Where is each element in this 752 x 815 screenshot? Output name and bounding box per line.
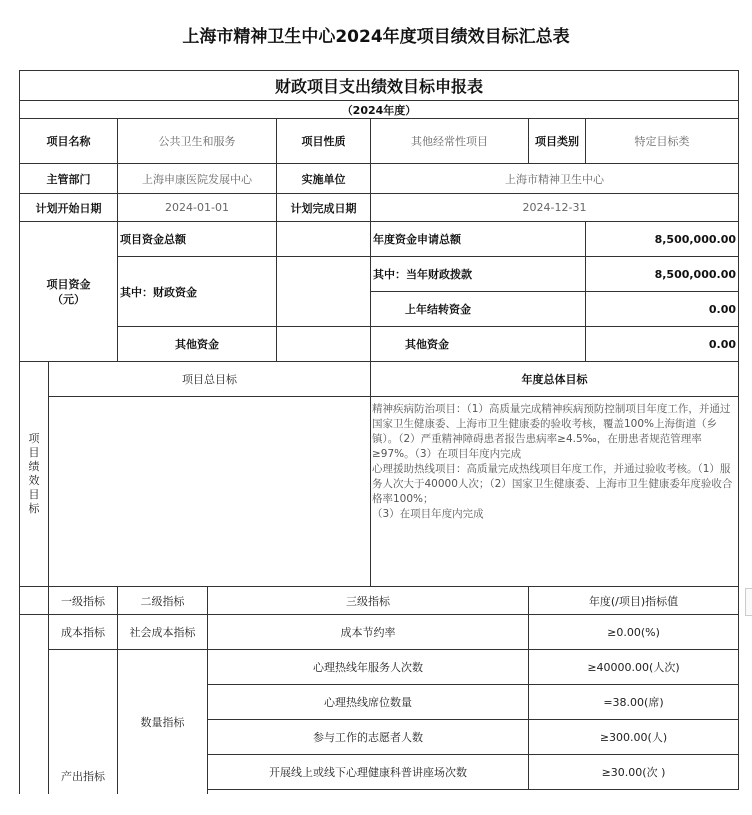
table-title: 财政项目支出绩效目标申报表 bbox=[19, 70, 739, 101]
scroll-handle[interactable] bbox=[745, 588, 752, 616]
header-level3: 三级指标 bbox=[207, 586, 529, 615]
project-name-value: 公共卫生和服务 bbox=[117, 118, 277, 164]
output-level3: 心理热线年服务人次数 bbox=[207, 649, 529, 685]
total-funds-label: 项目资金总额 bbox=[117, 221, 277, 257]
header-level1: 一级指标 bbox=[48, 586, 118, 615]
cost-level2: 社会成本指标 bbox=[117, 614, 208, 650]
annual-total-value: 8,500,000.00 bbox=[585, 221, 739, 257]
output-value: =38.00(席) bbox=[528, 684, 739, 720]
output-level3: 心理热线席位数量 bbox=[207, 684, 529, 720]
start-date-value: 2024-01-01 bbox=[117, 193, 277, 222]
annual-goal-text bbox=[372, 402, 736, 522]
cost-value: ≥0.00(%) bbox=[528, 614, 739, 650]
carryover-label: 上年结转资金 bbox=[370, 291, 586, 327]
total-funds-value bbox=[276, 221, 371, 257]
project-nature-label: 项目性质 bbox=[276, 118, 371, 164]
cost-level1: 成本指标 bbox=[48, 614, 118, 650]
header-value: 年度(/项目)指标值 bbox=[528, 586, 739, 615]
overall-goal-header: 项目总目标 bbox=[48, 361, 371, 397]
fiscal-funds-value bbox=[276, 256, 371, 327]
cost-level3: 成本节约率 bbox=[207, 614, 529, 650]
carryover-value: 0.00 bbox=[585, 291, 739, 327]
current-appropriation-value: 8,500,000.00 bbox=[585, 256, 739, 292]
dept-label: 主管部门 bbox=[19, 163, 118, 194]
end-date-label: 计划完成日期 bbox=[276, 193, 371, 222]
project-category-value: 特定目标类 bbox=[585, 118, 739, 164]
funds-label: 项目资金 （元） bbox=[19, 221, 118, 362]
table-year: （2024年度） bbox=[19, 100, 739, 119]
annual-goal-line: 精神疾病防治项目：（1）高质量完成精神疾病预防控制项目年度工作，并通过国家卫生健康委、上海市卫生健康委的验收考核，覆盖100%上海街道（乡镇）。（2）严重精神障碍患者报告患病率≥4.5‰，在册患者规范管理率≥97%。（3）在项目年度内完成 bbox=[372, 403, 731, 460]
annual-goal-line: （3）在项目年度内完成 bbox=[372, 508, 484, 520]
output-value: ≥30.00(次 ) bbox=[528, 754, 739, 790]
dept-value: 上海申康医院发展中心 bbox=[117, 163, 277, 194]
overall-goal-content bbox=[48, 396, 371, 587]
blank-cell bbox=[19, 614, 49, 794]
other-funds-value bbox=[276, 326, 371, 362]
project-name-label: 项目名称 bbox=[19, 118, 118, 164]
start-date-label: 计划开始日期 bbox=[19, 193, 118, 222]
output-value: ≥40000.00(人次) bbox=[528, 649, 739, 685]
unit-label: 实施单位 bbox=[276, 163, 371, 194]
annual-goal-header: 年度总体目标 bbox=[370, 361, 739, 397]
header-level2: 二级指标 bbox=[117, 586, 208, 615]
blank-cell bbox=[19, 586, 49, 615]
document-title: 上海市精神卫生中心2024年度项目绩效目标汇总表 bbox=[182, 27, 570, 47]
annual-goal-line: 心理援助热线项目：高质量完成热线项目年度工作，并通过验收考核。（1）服务人次大于40000人次；（2）国家卫生健康委、上海市卫生健康委年度验收合格率100%； bbox=[372, 463, 733, 505]
performance-goals-label: 项目绩效目标 bbox=[19, 361, 49, 587]
annual-other-label: 其他资金 bbox=[370, 326, 586, 362]
output-level1: 产出指标 bbox=[48, 649, 118, 794]
project-nature-value: 其他经常性项目 bbox=[370, 118, 529, 164]
fiscal-funds-label: 其中：财政资金 bbox=[117, 256, 277, 327]
output-level3: 参与工作的志愿者人数 bbox=[207, 719, 529, 755]
annual-other-value: 0.00 bbox=[585, 326, 739, 362]
end-date-value: 2024-12-31 bbox=[370, 193, 739, 222]
output-level3: 开展线上或线下心理健康科普讲座场次数 bbox=[207, 754, 529, 790]
unit-value: 上海市精神卫生中心 bbox=[370, 163, 739, 194]
current-appropriation-label: 其中：当年财政拨款 bbox=[370, 256, 586, 292]
output-value: ≥300.00(人) bbox=[528, 719, 739, 755]
project-category-label: 项目类别 bbox=[528, 118, 586, 164]
other-funds-label: 其他资金 bbox=[117, 326, 277, 362]
output-level2: 数量指标 bbox=[117, 649, 208, 794]
annual-total-label: 年度资金申请总额 bbox=[370, 221, 586, 257]
